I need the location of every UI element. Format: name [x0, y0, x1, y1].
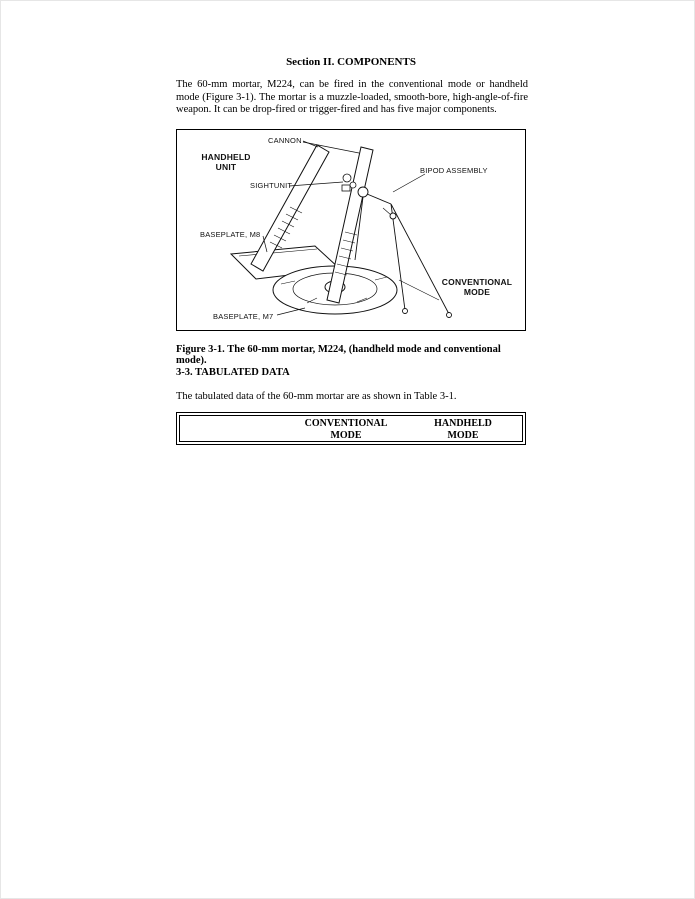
label-handheld-unit-line1: HANDHELD [201, 152, 251, 162]
section-3-3-heading: 3-3. TABULATED DATA [176, 367, 290, 378]
label-conventional-mode [437, 277, 517, 297]
table-3-1 [176, 412, 526, 445]
label-sightunit: SIGHTUNIT [250, 181, 293, 190]
section-heading: Section II. COMPONENTS [286, 56, 416, 68]
label-conventional-mode-line1: CONVENTIONAL [441, 277, 513, 287]
section-3-3-text: The tabulated data of the 60-mm mortar are as shown in Table 3-1. [176, 391, 457, 402]
label-baseplate-m7: BASEPLATE, M7 [213, 312, 274, 321]
label-handheld-unit-line2: UNIT [215, 162, 237, 172]
table-header-handheld-line1: HANDHELD [434, 418, 492, 429]
label-conventional-mode-line2: MODE [463, 287, 491, 297]
mortar-illustration [177, 130, 525, 330]
label-bipod-assembly: BIPOD ASSEMBLY [420, 166, 488, 175]
label-cannon: CANNON [268, 136, 302, 145]
table-header-conventional-mode [285, 418, 407, 442]
figure-caption: Figure 3-1. The 60-mm mortar, M224, (handheld mode and conventional mode). [176, 344, 501, 366]
intro-paragraph: The 60-mm mortar, M224, can be fired in the conventional mode or handheld mode (Figure 3-1). The mortar is a muzzle-loaded, smooth-bore, high-angle-of-fire weapon. It can be drop-fired or trigger-fired and has five major components. [176, 79, 528, 115]
table-header-conventional-line1: CONVENTIONAL [304, 418, 388, 429]
table-header-handheld-mode [413, 418, 513, 442]
table-header-handheld-line2: MODE [447, 430, 479, 441]
table-3-1-inner-border [179, 415, 523, 442]
figure-3-1 [176, 129, 526, 331]
label-handheld-unit [197, 152, 255, 172]
table-header-conventional-line2: MODE [330, 430, 362, 441]
label-baseplate-m8: BASEPLATE, M8 [200, 230, 261, 239]
